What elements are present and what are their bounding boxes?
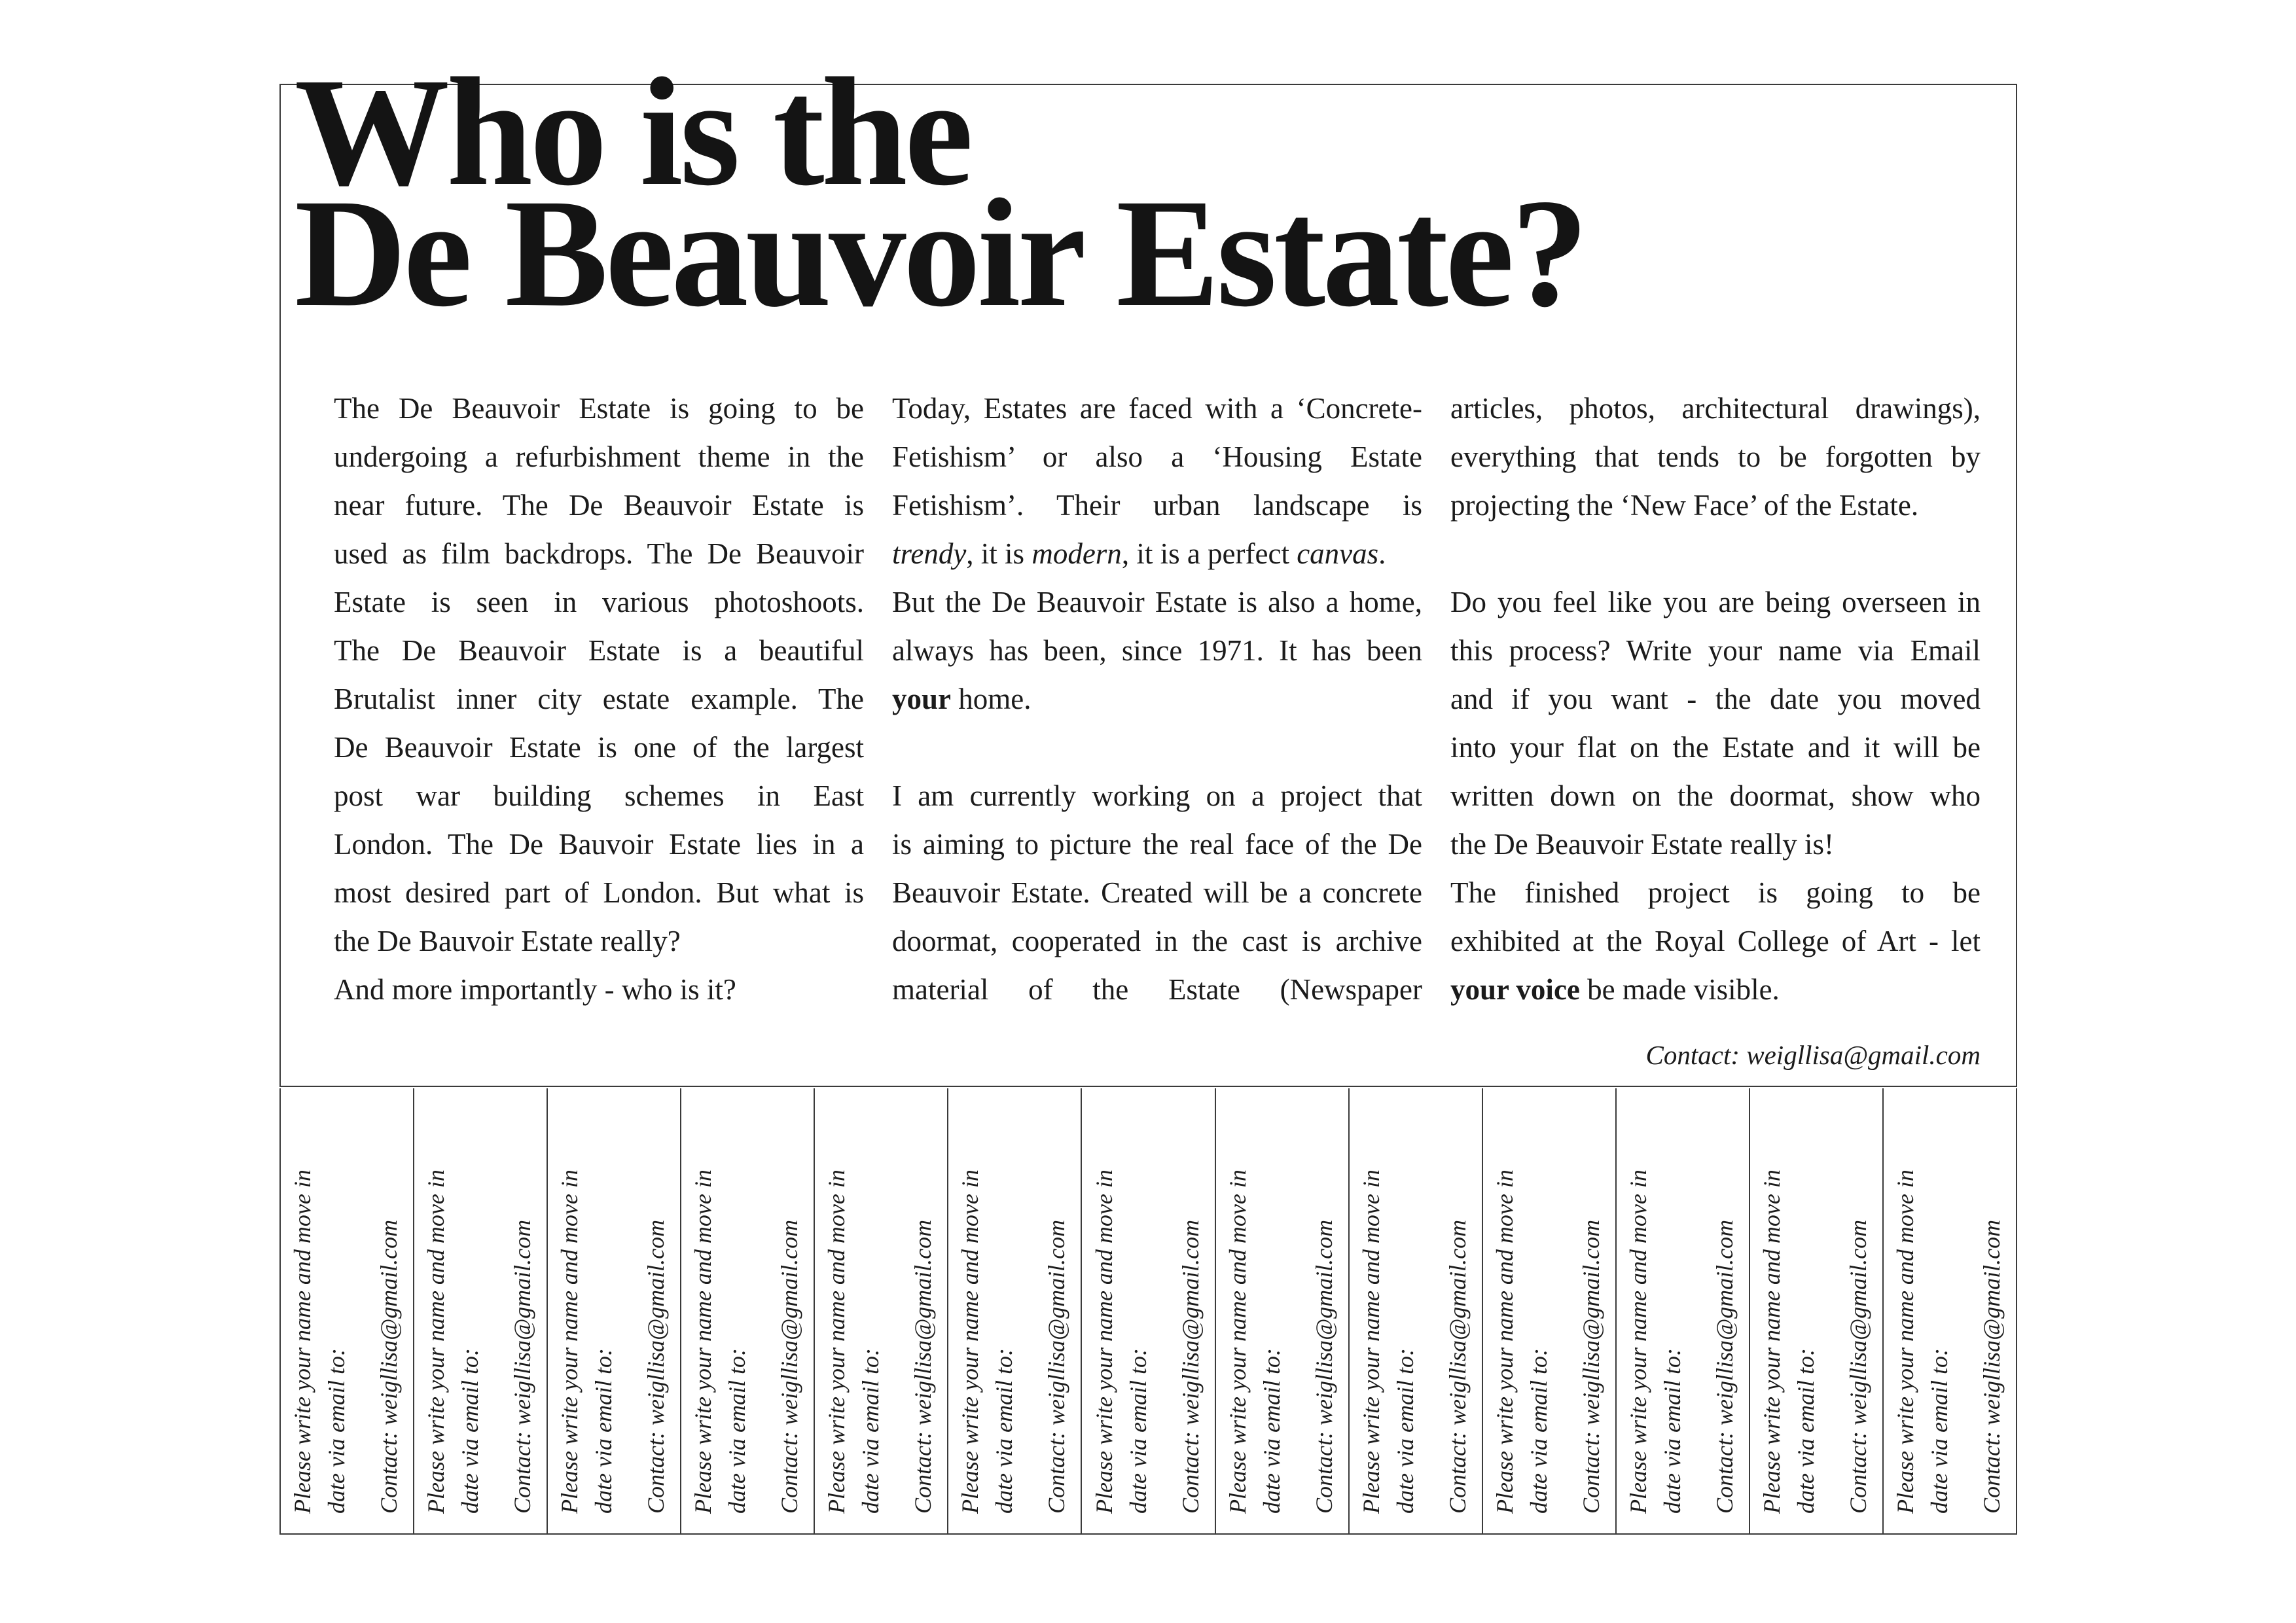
tear-off-tab bbox=[1884, 1088, 2017, 1535]
tab-instruction-line-1: Please write your name and move in bbox=[423, 1169, 450, 1514]
tab-rotated-text bbox=[285, 1108, 408, 1514]
body-text-line: The finished project is going to be bbox=[1450, 876, 1981, 909]
tab-instruction-line-1: Please write your name and move in bbox=[1491, 1169, 1518, 1514]
tab-instruction bbox=[285, 1108, 353, 1514]
tear-off-tab bbox=[548, 1088, 681, 1535]
tab-instruction-line-1: Please write your name and move in bbox=[1090, 1169, 1117, 1514]
body-text-line: is aiming to picture the real face of the De bbox=[892, 828, 1422, 861]
body-text-line: the De Beauvoir Estate really is! bbox=[1450, 828, 1835, 861]
tear-off-tab bbox=[1483, 1088, 1617, 1535]
tab-instruction-line-2: date via email to: bbox=[1926, 1348, 1952, 1514]
tear-off-tab bbox=[815, 1088, 948, 1535]
body-text-line: But the De Beauvoir Estate is also a home, bbox=[892, 586, 1422, 618]
body-text-line: De Beauvoir Estate is one of the largest bbox=[334, 731, 864, 764]
tab-contact-email: Contact: weigllisa@gmail.com bbox=[376, 1219, 403, 1514]
tab-contact-email: Contact: weigllisa@gmail.com bbox=[1978, 1219, 2005, 1514]
text-column-1 bbox=[334, 384, 864, 1014]
body-text-line: most desired part of London. But what is bbox=[334, 876, 864, 909]
tab-instruction-line-1: Please write your name and move in bbox=[690, 1169, 717, 1514]
tab-instruction-line-2: date via email to: bbox=[1792, 1348, 1819, 1514]
body-text-line: Estate is seen in various photoshoots. bbox=[334, 586, 864, 618]
body-columns bbox=[334, 384, 1981, 1014]
tab-contact-email: Contact: weigllisa@gmail.com bbox=[910, 1219, 937, 1514]
body-text-line: and if you want - the date you moved bbox=[1450, 683, 1981, 715]
tab-contact-email: Contact: weigllisa@gmail.com bbox=[776, 1219, 803, 1514]
body-text-line: used as film backdrops. The De Beauvoir bbox=[334, 537, 864, 570]
tab-instruction-line-1: Please write your name and move in bbox=[957, 1169, 984, 1514]
page-title-line-2: De Beauvoir Estate? bbox=[295, 168, 1586, 339]
body-text-line: Fetishism’ or also a ‘Housing Estate bbox=[892, 440, 1422, 473]
body-text-line: London. The De Bauvoir Estate lies in a bbox=[334, 828, 864, 861]
tab-instruction bbox=[1755, 1108, 1823, 1514]
tear-off-tab bbox=[1216, 1088, 1350, 1535]
body-text-line: material of the Estate (Newspaper bbox=[892, 973, 1422, 1006]
tab-contact-email: Contact: weigllisa@gmail.com bbox=[1711, 1219, 1738, 1514]
body-text-line: the De Bauvoir Estate really? bbox=[334, 925, 681, 957]
tab-instruction-line-2: date via email to: bbox=[1258, 1348, 1285, 1514]
tab-instruction-line-1: Please write your name and move in bbox=[1624, 1169, 1651, 1514]
tab-instruction-line-1: Please write your name and move in bbox=[1224, 1169, 1251, 1514]
tab-instruction bbox=[1087, 1108, 1155, 1514]
tab-instruction bbox=[953, 1108, 1021, 1514]
tab-instruction-line-1: Please write your name and move in bbox=[823, 1169, 850, 1514]
tab-instruction-line-2: date via email to: bbox=[724, 1348, 751, 1514]
tab-instruction bbox=[419, 1108, 487, 1514]
tab-instruction bbox=[1888, 1108, 1956, 1514]
body-text-line: your home. bbox=[892, 683, 1031, 715]
paragraph-gap bbox=[1450, 529, 1981, 578]
body-text-line: written down on the doormat, show who bbox=[1450, 779, 1981, 812]
tab-instruction-line-2: date via email to: bbox=[323, 1348, 350, 1514]
tab-rotated-text bbox=[552, 1108, 675, 1514]
tab-rotated-text bbox=[419, 1108, 542, 1514]
tab-instruction-line-2: date via email to: bbox=[590, 1348, 617, 1514]
tear-off-tab bbox=[414, 1088, 548, 1535]
tear-off-tab bbox=[1082, 1088, 1215, 1535]
body-text-line: always has been, since 1971. It has been bbox=[892, 634, 1422, 667]
contact-line: Contact: weigllisa@gmail.com bbox=[1645, 1040, 1981, 1070]
text-column-2 bbox=[892, 384, 1422, 1014]
tear-off-tab bbox=[279, 1088, 414, 1535]
tab-instruction-line-2: date via email to: bbox=[857, 1348, 884, 1514]
tab-contact-email: Contact: weigllisa@gmail.com bbox=[1043, 1219, 1070, 1514]
tab-instruction-line-1: Please write your name and move in bbox=[1892, 1169, 1918, 1514]
body-text-line: Today, Estates are faced with a ‘Concrete- bbox=[892, 392, 1422, 425]
tab-instruction-line-2: date via email to: bbox=[1391, 1348, 1418, 1514]
body-text-line: And more importantly - who is it? bbox=[334, 973, 736, 1006]
tab-rotated-text bbox=[953, 1108, 1076, 1514]
body-text-line: The De Beauvoir Estate is a beautiful bbox=[334, 634, 864, 667]
tab-contact-email: Contact: weigllisa@gmail.com bbox=[509, 1219, 536, 1514]
tab-instruction-line-1: Please write your name and move in bbox=[289, 1169, 316, 1514]
tear-off-strip bbox=[279, 1088, 2017, 1535]
body-text-line: Beauvoir Estate. Created will be a concrete bbox=[892, 876, 1422, 909]
tab-contact-email: Contact: weigllisa@gmail.com bbox=[1310, 1219, 1337, 1514]
tab-contact-email: Contact: weigllisa@gmail.com bbox=[1577, 1219, 1604, 1514]
tab-rotated-text bbox=[1621, 1108, 1744, 1514]
tab-rotated-text bbox=[1755, 1108, 1878, 1514]
body-text-line: I am currently working on a project that bbox=[892, 779, 1422, 812]
body-text-line: exhibited at the Royal College of Art - let bbox=[1450, 925, 1981, 957]
tab-instruction bbox=[1488, 1108, 1556, 1514]
tab-rotated-text bbox=[1221, 1108, 1344, 1514]
body-text-line: everything that tends to be forgotten by bbox=[1450, 440, 1981, 473]
body-text-line: doormat, cooperated in the cast is archive bbox=[892, 925, 1422, 957]
paragraph-gap bbox=[892, 723, 1422, 772]
body-text-line: projecting the ‘New Face’ of the Estate. bbox=[1450, 489, 1919, 522]
body-text-line: Do you feel like you are being overseen in bbox=[1450, 586, 1981, 618]
tab-instruction bbox=[1621, 1108, 1689, 1514]
tab-instruction bbox=[1221, 1108, 1289, 1514]
tear-off-tab bbox=[1617, 1088, 1750, 1535]
tab-instruction-line-1: Please write your name and move in bbox=[1357, 1169, 1384, 1514]
tab-instruction bbox=[1354, 1108, 1422, 1514]
body-text-line: Fetishism’. Their urban landscape is bbox=[892, 489, 1422, 522]
body-text-line: Brutalist inner city estate example. The bbox=[334, 683, 864, 715]
tab-rotated-text bbox=[819, 1108, 942, 1514]
body-text-line: articles, photos, architectural drawings), bbox=[1450, 392, 1981, 425]
tab-rotated-text bbox=[1488, 1108, 1611, 1514]
tear-off-tab bbox=[681, 1088, 815, 1535]
body-text-line: your voice be made visible. bbox=[1450, 973, 1780, 1006]
tab-instruction bbox=[686, 1108, 754, 1514]
tab-instruction-line-2: date via email to: bbox=[1659, 1348, 1685, 1514]
body-text-line: this process? Write your name via Email bbox=[1450, 634, 1981, 667]
tab-instruction-line-1: Please write your name and move in bbox=[556, 1169, 583, 1514]
tab-instruction-line-2: date via email to: bbox=[991, 1348, 1018, 1514]
body-text-line: trendy, it is modern, it is a perfect canvas. bbox=[892, 537, 1386, 570]
tab-contact-email: Contact: weigllisa@gmail.com bbox=[643, 1219, 670, 1514]
tab-rotated-text bbox=[686, 1108, 809, 1514]
tear-off-tab bbox=[1350, 1088, 1483, 1535]
tab-rotated-text bbox=[1087, 1108, 1210, 1514]
text-column-3 bbox=[1450, 384, 1981, 1014]
tab-instruction-line-2: date via email to: bbox=[1525, 1348, 1552, 1514]
tab-instruction-line-2: date via email to: bbox=[457, 1348, 484, 1514]
tab-rotated-text bbox=[1888, 1108, 2011, 1514]
body-text-line: into your flat on the Estate and it will be bbox=[1450, 731, 1981, 764]
page-title bbox=[295, 46, 1586, 339]
body-text-line: post war building schemes in East bbox=[334, 779, 864, 812]
tab-contact-email: Contact: weigllisa@gmail.com bbox=[1177, 1219, 1204, 1514]
page-title-line-1: Who is the bbox=[295, 46, 971, 218]
tab-instruction-line-1: Please write your name and move in bbox=[1758, 1169, 1785, 1514]
tab-contact-email: Contact: weigllisa@gmail.com bbox=[1444, 1219, 1471, 1514]
tear-off-tab bbox=[948, 1088, 1082, 1535]
body-text-line: undergoing a refurbishment theme in the bbox=[334, 440, 864, 473]
tab-rotated-text bbox=[1354, 1108, 1477, 1514]
tear-off-tab bbox=[1750, 1088, 1884, 1535]
tab-instruction bbox=[552, 1108, 620, 1514]
body-text-line: The De Beauvoir Estate is going to be bbox=[334, 392, 864, 425]
body-text-line: near future. The De Beauvoir Estate is bbox=[334, 489, 864, 522]
tab-contact-email: Contact: weigllisa@gmail.com bbox=[1844, 1219, 1871, 1514]
tab-instruction bbox=[819, 1108, 888, 1514]
tab-instruction-line-2: date via email to: bbox=[1124, 1348, 1151, 1514]
